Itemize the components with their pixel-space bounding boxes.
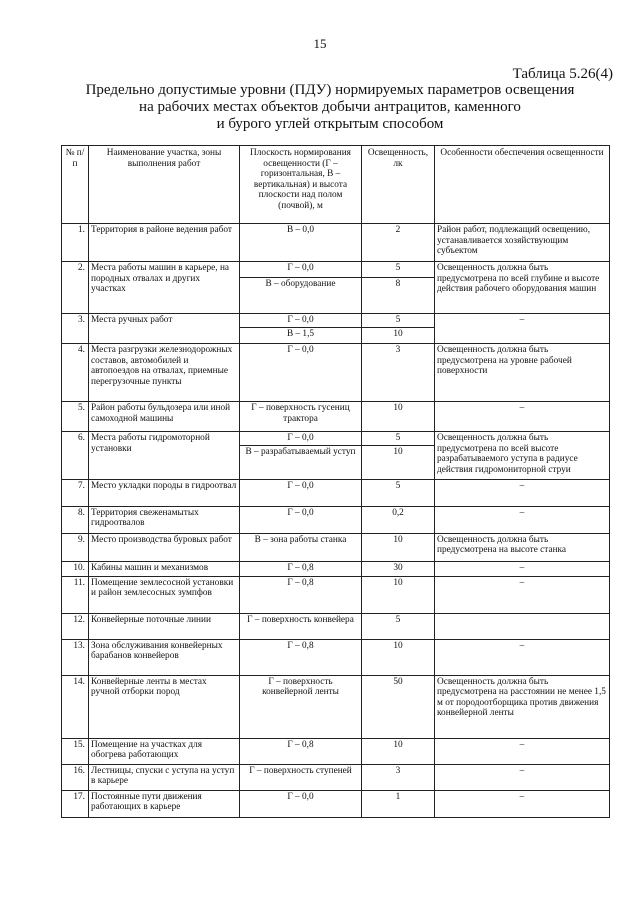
illumination-note: Освещенность должна быть предусмотрена на высоте станка [435,533,610,561]
work-area: Помещение на участках для обогрева работающих [89,738,240,764]
illumination-note: Освещенность должна быть предусмотрена на расстоянии не менее 1,5 м от породоотборщика против движения конвейерной ленты [435,675,610,738]
illuminance-lux: 10 [362,576,435,613]
illumination-note [435,613,610,639]
illuminance-lux: 10 [362,639,435,675]
work-area: Помещение землесосной установки и район землесосных зумпфов [89,576,240,613]
norm-plane: В – 1,5 [240,328,362,344]
header-plane: Плоскость нормирования освещенности (Г – горизонтальная, В – вертикальная) и высота плоскости над полом (почвой), м [240,146,362,224]
row-number: 3. [62,314,89,344]
work-area: Кабины машин и механизмов [89,561,240,576]
table-row [62,561,610,576]
illuminance-lux: 0,2 [362,506,435,533]
illuminance-lux: 2 [362,224,435,262]
table-row [62,576,610,613]
table-row [62,675,610,738]
table-body [62,224,610,818]
title-line: и бурого углей открытым способом [216,116,444,132]
row-number: 13. [62,639,89,675]
norm-plane: Г – поверхность конвейера [240,613,362,639]
title-line: на рабочих местах объектов добычи антрацитов, каменного [139,99,521,115]
illuminance-lux: 10 [362,445,435,479]
norm-plane: Г – 0,0 [240,432,362,446]
illuminance-lux: 5 [362,432,435,446]
illumination-note: – [435,790,610,817]
table-row [62,738,610,764]
table-row [62,262,610,278]
illumination-note: – [435,314,610,344]
work-area: Конвейерные поточные линии [89,613,240,639]
table-row [62,764,610,790]
norm-plane: Г – 0,0 [240,314,362,328]
row-number: 2. [62,262,89,314]
illuminance-lux: 8 [362,278,435,314]
table-row [62,479,610,506]
illuminance-lux: 5 [362,613,435,639]
illumination-note: – [435,738,610,764]
row-number: 10. [62,561,89,576]
work-area: Лестницы, спуски с уступа на уступ в карьере [89,764,240,790]
illumination-note: – [435,561,610,576]
illuminance-lux: 10 [362,738,435,764]
header-num: № п/п [62,146,89,224]
norm-plane: Г – 0,0 [240,790,362,817]
norm-plane: Г – 0,0 [240,506,362,533]
work-area: Территория свеженамытых гидроотвалов [89,506,240,533]
illuminance-lux: 10 [362,533,435,561]
table-row [62,613,610,639]
row-number: 11. [62,576,89,613]
illumination-note: Освещенность должна быть предусмотрена по всей высоте разрабатываемого уступа в радиусе действия гидромониторной струи [435,432,610,480]
illumination-note: – [435,479,610,506]
work-area: Место производства буровых работ [89,533,240,561]
illumination-note: Район работ, подлежащий освещению, устанавливается хозяйствующим субъектом [435,224,610,262]
norm-plane: Г – 0,8 [240,639,362,675]
header-area: Наименование участка, зоны выполнения работ [89,146,240,224]
illuminance-lux: 3 [362,344,435,402]
norm-plane: Г – 0,8 [240,576,362,613]
illumination-note: – [435,402,610,432]
norm-plane: Г – 0,8 [240,738,362,764]
illuminance-lux: 3 [362,764,435,790]
norm-plane: Г – 0,0 [240,344,362,402]
row-number: 7. [62,479,89,506]
illumination-note: – [435,576,610,613]
row-number: 14. [62,675,89,738]
table-row [62,224,610,262]
row-number: 4. [62,344,89,402]
row-number: 17. [62,790,89,817]
illuminance-lux: 5 [362,262,435,278]
work-area: Место укладки породы в гидроотвал [89,479,240,506]
illumination-note: – [435,764,610,790]
illumination-table [61,145,610,818]
table-identifier: Таблица 5.26(4) [512,66,613,82]
header-row [62,146,610,224]
row-number: 8. [62,506,89,533]
norm-plane: Г – 0,0 [240,262,362,278]
work-area: Места работы машин в карьере, на породных отвалах и других участках [89,262,240,314]
table-row [62,432,610,446]
illuminance-lux: 50 [362,675,435,738]
table-row [62,314,610,328]
illuminance-lux: 5 [362,314,435,328]
work-area: Зона обслуживания конвейерных барабанов конвейеров [89,639,240,675]
work-area: Постоянные пути движения работающих в карьере [89,790,240,817]
table-row [62,790,610,817]
row-number: 16. [62,764,89,790]
row-number: 12. [62,613,89,639]
illuminance-lux: 30 [362,561,435,576]
norm-plane: В – оборудование [240,278,362,314]
table-title [60,82,600,133]
norm-plane: Г – поверхность гусениц трактора [240,402,362,432]
header-lux: Освещенность, лк [362,146,435,224]
page-number: 15 [313,36,327,51]
work-area: Места ручных работ [89,314,240,344]
illumination-note: Освещенность должна быть предусмотрена на уровне рабочей поверхности [435,344,610,402]
title-line: Предельно допустимые уровни (ПДУ) нормируемых параметров освещения [85,82,575,98]
work-area: Места работы гидромоторной установки [89,432,240,480]
row-number: 9. [62,533,89,561]
norm-plane: В – разрабатываемый уступ [240,445,362,479]
illuminance-lux: 10 [362,328,435,344]
illuminance-lux: 5 [362,479,435,506]
illumination-note: – [435,639,610,675]
row-number: 1. [62,224,89,262]
table-row [62,533,610,561]
table-row [62,344,610,402]
norm-plane: В – зона работы станка [240,533,362,561]
row-number: 6. [62,432,89,480]
illuminance-lux: 10 [362,402,435,432]
norm-plane: Г – 0,0 [240,479,362,506]
row-number: 5. [62,402,89,432]
row-number: 15. [62,738,89,764]
illumination-note: – [435,506,610,533]
illumination-note: Освещенность должна быть предусмотрена по всей глубине и высоте действия рабочего оборудования машин [435,262,610,314]
header-note: Особенности обеспечения освещенности [435,146,610,224]
norm-plane: Г – 0,8 [240,561,362,576]
table-row [62,506,610,533]
work-area: Район работы бульдозера или иной самоходной машины [89,402,240,432]
work-area: Территория в районе ведения работ [89,224,240,262]
table-row [62,402,610,432]
work-area: Конвейерные ленты в местах ручной отборки пород [89,675,240,738]
norm-plane: Г – поверхность ступеней [240,764,362,790]
illuminance-lux: 1 [362,790,435,817]
table-row [62,639,610,675]
work-area: Места разгрузки железнодорожных составов, автомобилей и автопоездов на отвалах, приемные перегрузочные пункты [89,344,240,402]
norm-plane: В – 0,0 [240,224,362,262]
norm-plane: Г – поверхность конвейерной ленты [240,675,362,738]
